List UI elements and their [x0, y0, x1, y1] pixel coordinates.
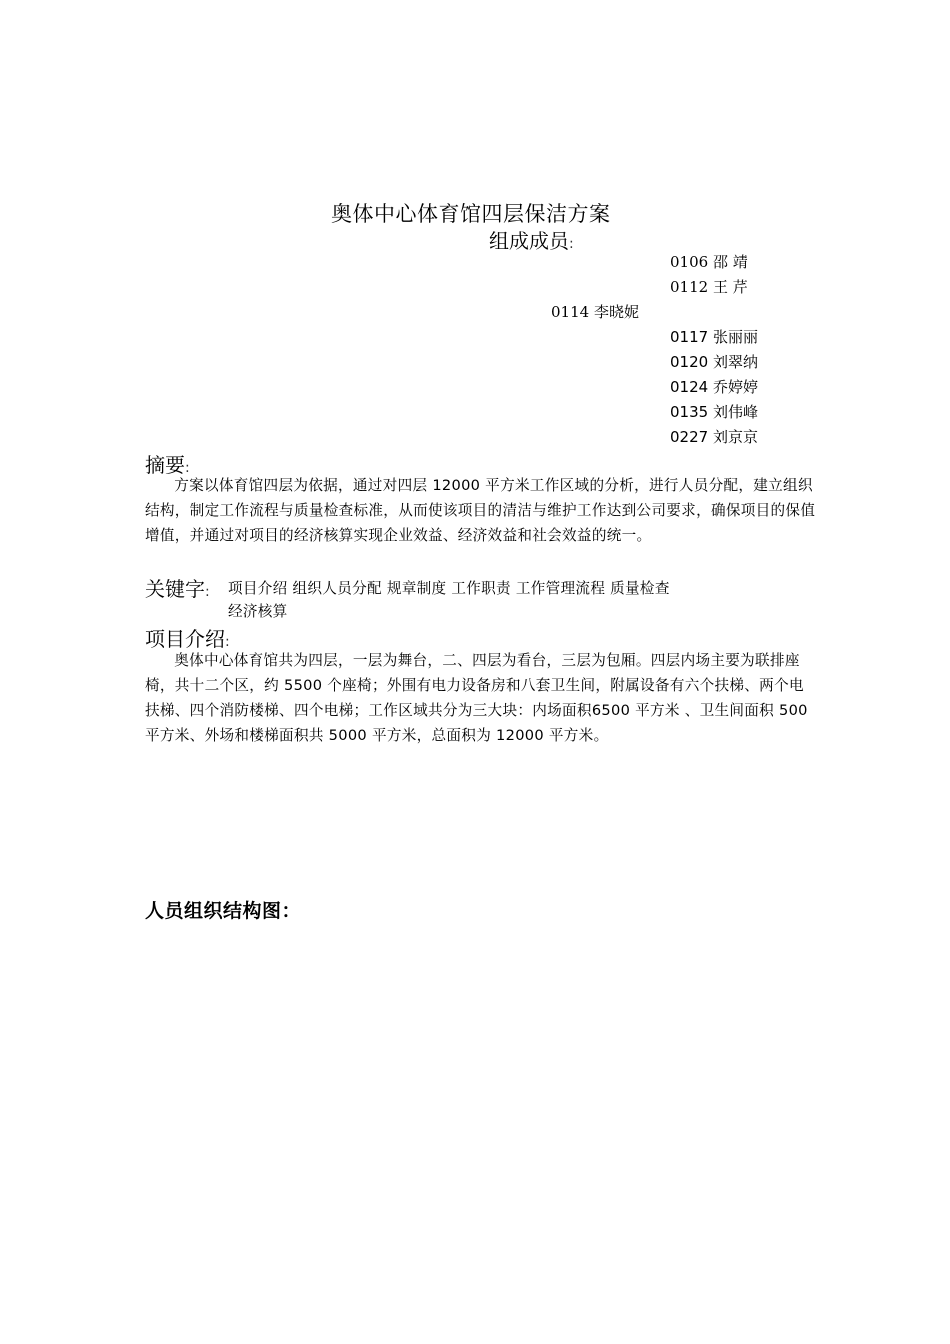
project-intro-heading-colon: : [225, 634, 230, 650]
keywords-line-1: 项目介绍 组织人员分配 规章制度 工作职责 工作管理流程 质量检查 [228, 580, 670, 597]
members-heading-label: 组成成员 [489, 229, 569, 253]
keywords-line-2: 经济核算 [228, 603, 288, 620]
member-item: 0106 邵 靖 [670, 253, 748, 271]
member-item: 0117 张丽丽 [670, 328, 758, 346]
abstract-text: 方案以体育馆四层为依据，通过对四层 12000 平方米工作区域的分析，进行人员分配，建立组织结构，制定工作流程与质量检查标准，从而使该项目的清洁与维护工作达到公司要求，确保项目的保值增值，并通过对项目的经济核算实现企业效益、经济效益和社会效益的统一。 [145, 477, 816, 544]
project-intro-text: 奥体中心体育馆共为四层，一层为舞台，二、四层为看台，三层为包厢。四层内场主要为联排座椅，共十二个区，约 5500 个座椅；外围有电力设备房和八套卫生间，附属设备有六个扶梯、两个电扶梯、四个消防楼梯、四个电梯；工作区域共分为三大块：内场面积6500 平方米 、卫生间面积 500 平方米、外场和楼梯面积共 5000 平方米，总面积为 12000 平方米。 [145, 652, 808, 744]
member-item: 0120 刘翠纳 [670, 353, 758, 371]
member-item: 0135 刘伟峰 [670, 403, 758, 421]
member-item: 0114 李晓妮 [551, 303, 639, 321]
document-title: 奥体中心体育馆四层保洁方案 [331, 202, 611, 226]
members-heading-colon: : [569, 236, 574, 252]
members-heading [489, 225, 574, 254]
keywords-heading-label: 关键字 [145, 577, 205, 601]
project-intro-heading-label: 项目介绍 [145, 627, 225, 651]
member-item: 0124 乔婷婷 [670, 378, 758, 396]
keywords-heading-colon: : [205, 584, 210, 600]
keywords-heading [145, 573, 210, 602]
org-chart-heading: 人员组织结构图： [145, 900, 302, 922]
member-item: 0227 刘京京 [670, 428, 758, 446]
abstract-heading-colon: : [185, 460, 190, 476]
abstract-heading-label: 摘要 [145, 453, 185, 477]
member-item: 0112 王 芹 [670, 278, 748, 296]
